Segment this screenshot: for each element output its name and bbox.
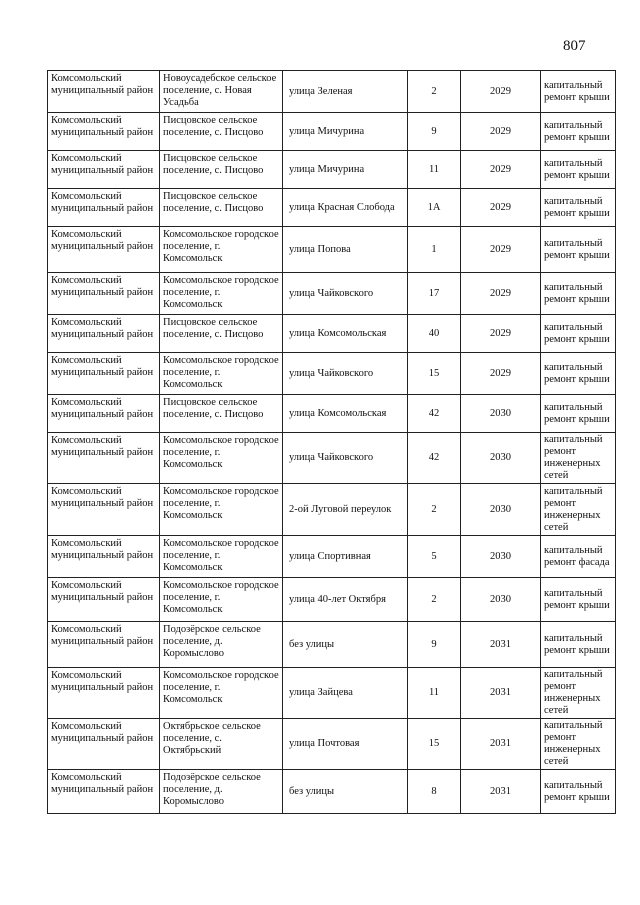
- work-type-cell: капитальный ремонт крыши: [541, 315, 616, 353]
- table-row: [48, 395, 616, 433]
- street-cell: улица Комсомольская: [283, 395, 408, 433]
- year-cell: 2031: [461, 668, 541, 719]
- street-cell: улица Спортивная: [283, 536, 408, 578]
- year-cell: 2029: [461, 353, 541, 395]
- work-type-cell: капитальный ремонт крыши: [541, 395, 616, 433]
- house-number-cell: 15: [408, 719, 461, 770]
- house-number-cell: 2: [408, 71, 461, 113]
- house-number-cell: 2: [408, 484, 461, 536]
- street-cell: улица 40-лет Октября: [283, 578, 408, 622]
- table-row: [48, 622, 616, 668]
- work-type-cell: капитальный ремонт инженерных сетей: [541, 719, 616, 770]
- page-number: 807: [563, 38, 586, 54]
- year-cell: 2031: [461, 719, 541, 770]
- year-cell: 2031: [461, 622, 541, 668]
- settlement-cell: Комсомольское городское поселение, г. Комсомольск: [160, 536, 283, 578]
- settlement-cell: Писцовское сельское поселение, с. Писцово: [160, 395, 283, 433]
- street-cell: улица Красная Слобода: [283, 189, 408, 227]
- work-type-cell: капитальный ремонт крыши: [541, 770, 616, 814]
- year-cell: 2030: [461, 395, 541, 433]
- district-cell: Комсомольский муниципальный район: [48, 433, 160, 484]
- district-cell: Комсомольский муниципальный район: [48, 536, 160, 578]
- street-cell: улица Мичурина: [283, 113, 408, 151]
- settlement-cell: Подозёрское сельское поселение, д. Коромыслово: [160, 622, 283, 668]
- house-number-cell: 17: [408, 273, 461, 315]
- year-cell: 2029: [461, 273, 541, 315]
- table-row: [48, 71, 616, 113]
- settlement-cell: Комсомольское городское поселение, г. Комсомольск: [160, 227, 283, 273]
- table-row: [48, 536, 616, 578]
- table-row: [48, 668, 616, 719]
- street-cell: улица Попова: [283, 227, 408, 273]
- housing-repair-table: [47, 70, 616, 814]
- settlement-cell: Подозёрское сельское поселение, д. Коромыслово: [160, 770, 283, 814]
- street-cell: улица Чайковского: [283, 273, 408, 315]
- settlement-cell: Писцовское сельское поселение, с. Писцово: [160, 151, 283, 189]
- house-number-cell: 1: [408, 227, 461, 273]
- settlement-cell: Комсомольское городское поселение, г. Комсомольск: [160, 353, 283, 395]
- district-cell: Комсомольский муниципальный район: [48, 622, 160, 668]
- table-row: [48, 227, 616, 273]
- year-cell: 2029: [461, 71, 541, 113]
- table-row: [48, 433, 616, 484]
- district-cell: Комсомольский муниципальный район: [48, 578, 160, 622]
- year-cell: 2029: [461, 315, 541, 353]
- street-cell: улица Почтовая: [283, 719, 408, 770]
- street-cell: 2-ой Луговой переулок: [283, 484, 408, 536]
- work-type-cell: капитальный ремонт крыши: [541, 189, 616, 227]
- year-cell: 2030: [461, 484, 541, 536]
- year-cell: 2031: [461, 770, 541, 814]
- street-cell: улица Чайковского: [283, 433, 408, 484]
- year-cell: 2030: [461, 433, 541, 484]
- work-type-cell: капитальный ремонт крыши: [541, 353, 616, 395]
- settlement-cell: Комсомольское городское поселение, г. Комсомольск: [160, 668, 283, 719]
- table-row: [48, 719, 616, 770]
- street-cell: без улицы: [283, 622, 408, 668]
- year-cell: 2030: [461, 578, 541, 622]
- year-cell: 2029: [461, 227, 541, 273]
- street-cell: улица Зайцева: [283, 668, 408, 719]
- work-type-cell: капитальный ремонт крыши: [541, 71, 616, 113]
- house-number-cell: 8: [408, 770, 461, 814]
- house-number-cell: 11: [408, 668, 461, 719]
- settlement-cell: Комсомольское городское поселение, г. Комсомольск: [160, 484, 283, 536]
- district-cell: Комсомольский муниципальный район: [48, 227, 160, 273]
- house-number-cell: 1А: [408, 189, 461, 227]
- street-cell: улица Мичурина: [283, 151, 408, 189]
- house-number-cell: 9: [408, 622, 461, 668]
- table-row: [48, 578, 616, 622]
- table-row: [48, 113, 616, 151]
- house-number-cell: 42: [408, 433, 461, 484]
- street-cell: улица Зеленая: [283, 71, 408, 113]
- table-row: [48, 315, 616, 353]
- street-cell: улица Чайковского: [283, 353, 408, 395]
- settlement-cell: Писцовское сельское поселение, с. Писцово: [160, 189, 283, 227]
- work-type-cell: капитальный ремонт крыши: [541, 273, 616, 315]
- house-number-cell: 42: [408, 395, 461, 433]
- year-cell: 2029: [461, 151, 541, 189]
- work-type-cell: капитальный ремонт крыши: [541, 622, 616, 668]
- street-cell: улица Комсомольская: [283, 315, 408, 353]
- table-row: [48, 353, 616, 395]
- work-type-cell: капитальный ремонт крыши: [541, 227, 616, 273]
- work-type-cell: капитальный ремонт инженерных сетей: [541, 668, 616, 719]
- table-row: [48, 484, 616, 536]
- work-type-cell: капитальный ремонт крыши: [541, 578, 616, 622]
- settlement-cell: Писцовское сельское поселение, с. Писцово: [160, 315, 283, 353]
- district-cell: Комсомольский муниципальный район: [48, 353, 160, 395]
- district-cell: Комсомольский муниципальный район: [48, 395, 160, 433]
- work-type-cell: капитальный ремонт фасада: [541, 536, 616, 578]
- year-cell: 2029: [461, 189, 541, 227]
- district-cell: Комсомольский муниципальный район: [48, 151, 160, 189]
- house-number-cell: 9: [408, 113, 461, 151]
- settlement-cell: Октябрьское сельское поселение, с. Октябрьский: [160, 719, 283, 770]
- house-number-cell: 5: [408, 536, 461, 578]
- district-cell: Комсомольский муниципальный район: [48, 668, 160, 719]
- settlement-cell: Новоусадебское сельское поселение, с. Новая Усадьба: [160, 71, 283, 113]
- house-number-cell: 15: [408, 353, 461, 395]
- settlement-cell: Комсомольское городское поселение, г. Комсомольск: [160, 273, 283, 315]
- house-number-cell: 2: [408, 578, 461, 622]
- work-type-cell: капитальный ремонт инженерных сетей: [541, 433, 616, 484]
- table-body: [48, 71, 616, 814]
- district-cell: Комсомольский муниципальный район: [48, 189, 160, 227]
- district-cell: Комсомольский муниципальный район: [48, 484, 160, 536]
- work-type-cell: капитальный ремонт крыши: [541, 113, 616, 151]
- table-row: [48, 273, 616, 315]
- table-row: [48, 770, 616, 814]
- district-cell: Комсомольский муниципальный район: [48, 273, 160, 315]
- settlement-cell: Комсомольское городское поселение, г. Комсомольск: [160, 433, 283, 484]
- district-cell: Комсомольский муниципальный район: [48, 315, 160, 353]
- house-number-cell: 11: [408, 151, 461, 189]
- year-cell: 2030: [461, 536, 541, 578]
- district-cell: Комсомольский муниципальный район: [48, 71, 160, 113]
- settlement-cell: Писцовское сельское поселение, с. Писцово: [160, 113, 283, 151]
- table-row: [48, 189, 616, 227]
- district-cell: Комсомольский муниципальный район: [48, 113, 160, 151]
- settlement-cell: Комсомольское городское поселение, г. Комсомольск: [160, 578, 283, 622]
- district-cell: Комсомольский муниципальный район: [48, 770, 160, 814]
- table-row: [48, 151, 616, 189]
- year-cell: 2029: [461, 113, 541, 151]
- work-type-cell: капитальный ремонт инженерных сетей: [541, 484, 616, 536]
- district-cell: Комсомольский муниципальный район: [48, 719, 160, 770]
- work-type-cell: капитальный ремонт крыши: [541, 151, 616, 189]
- street-cell: без улицы: [283, 770, 408, 814]
- house-number-cell: 40: [408, 315, 461, 353]
